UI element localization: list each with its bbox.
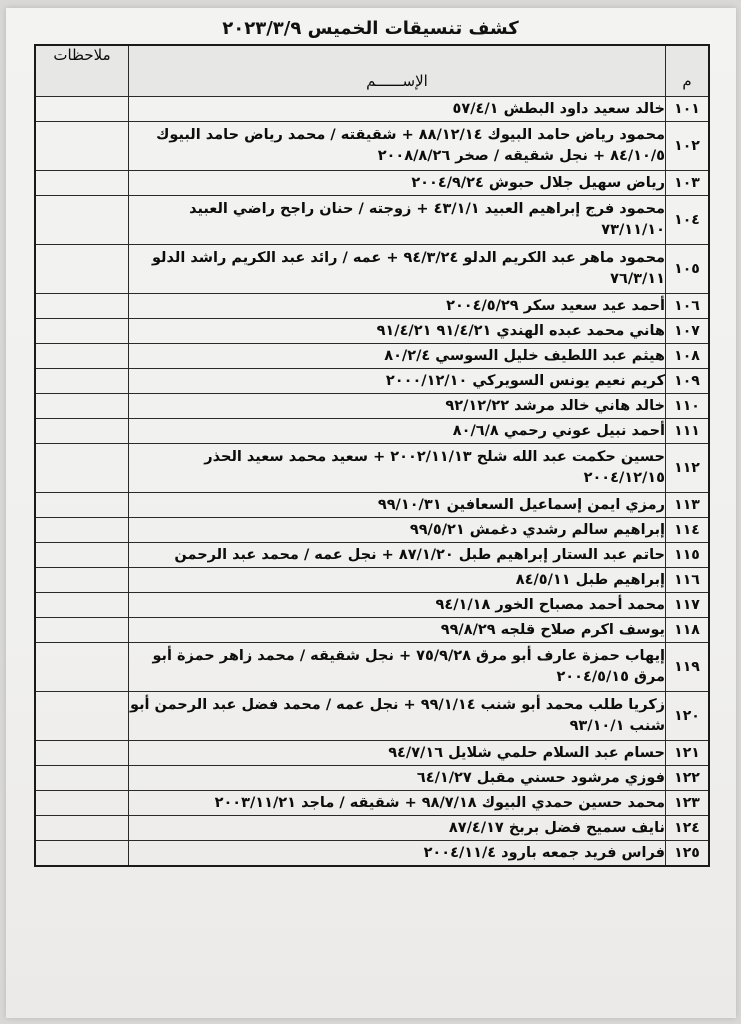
row-name: كريم نعيم يونس السويركي ٢٠٠٠/١٢/١٠ <box>129 369 666 394</box>
row-notes <box>35 419 129 444</box>
table-body <box>35 97 709 867</box>
row-name: حاتم عبد الستار إبراهيم طبل ٨٧/١/٢٠ + نجل عمه / محمد عبد الرحمن <box>129 543 666 568</box>
row-number: ١١٦ <box>666 568 710 593</box>
row-name: رمزي ايمن إسماعيل السعافين ٩٩/١٠/٣١ <box>129 493 666 518</box>
row-number: ١٠١ <box>666 97 710 122</box>
row-notes <box>35 493 129 518</box>
row-name: يوسف اكرم صلاح قلجه ٩٩/٨/٢٩ <box>129 618 666 643</box>
row-number: ١٢٥ <box>666 841 710 867</box>
table-row <box>35 245 709 294</box>
page-title: كشف تنسيقات الخميس ٢٠٢٣/٣/٩ <box>222 18 519 39</box>
table-row <box>35 444 709 493</box>
row-number: ١١٩ <box>666 643 710 692</box>
row-name: أحمد نبيل عوني رحمي ٨٠/٦/٨ <box>129 419 666 444</box>
row-notes <box>35 97 129 122</box>
row-name: محمد أحمد مصباح الخور ٩٤/١/١٨ <box>129 593 666 618</box>
row-name: إبراهيم طبل ٨٤/٥/١١ <box>129 568 666 593</box>
header-notes: ملاحظات <box>35 45 129 97</box>
row-number: ١١٥ <box>666 543 710 568</box>
row-notes <box>35 841 129 867</box>
table-row <box>35 692 709 741</box>
table-row <box>35 171 709 196</box>
row-name: نايف سميح فضل بربخ ٨٧/٤/١٧ <box>129 816 666 841</box>
table-row <box>35 766 709 791</box>
row-name: محمد حسين حمدي البيوك ٩٨/٧/١٨ + شقيقه / ماجد ٢٠٠٣/١١/٢١ <box>129 791 666 816</box>
row-number: ١٠٧ <box>666 319 710 344</box>
row-notes <box>35 444 129 493</box>
row-notes <box>35 643 129 692</box>
row-name: رياض سهيل جلال حبوش ٢٠٠٤/٩/٢٤ <box>129 171 666 196</box>
table-row <box>35 493 709 518</box>
row-notes <box>35 294 129 319</box>
row-name: محمود فرج إبراهيم العبيد ٤٣/١/١ + زوجته / حنان راجح راضي العبيد ٧٣/١١/١٠ <box>129 196 666 245</box>
row-number: ١٠٢ <box>666 122 710 171</box>
table-row <box>35 643 709 692</box>
row-notes <box>35 543 129 568</box>
table-row <box>35 791 709 816</box>
table-row <box>35 543 709 568</box>
row-notes <box>35 171 129 196</box>
row-number: ١٠٨ <box>666 344 710 369</box>
table-row <box>35 319 709 344</box>
table-row <box>35 196 709 245</box>
row-notes <box>35 766 129 791</box>
row-name: هاني محمد عبده الهندي ٩١/٤/٢١ ٩١/٤/٢١ <box>129 319 666 344</box>
names-table <box>34 44 710 867</box>
row-number: ١٢١ <box>666 741 710 766</box>
row-name: زكريا طلب محمد أبو شنب ٩٩/١/١٤ + نجل عمه / محمد فضل عبد الرحمن أبو شنب ٩٣/١٠/١ <box>129 692 666 741</box>
row-name: حسام عبد السلام حلمي شلايل ٩٤/٧/١٦ <box>129 741 666 766</box>
row-name: خالد هاني خالد مرشد ٩٢/١٢/٢٢ <box>129 394 666 419</box>
header-name: الإســــــم <box>129 45 666 97</box>
row-number: ١٢٣ <box>666 791 710 816</box>
row-name: حسين حكمت عبد الله شلح ٢٠٠٢/١١/١٣ + سعيد محمد سعيد الحذر ٢٠٠٤/١٢/١٥ <box>129 444 666 493</box>
row-notes <box>35 344 129 369</box>
header-number: م <box>666 45 710 97</box>
row-notes <box>35 568 129 593</box>
row-notes <box>35 245 129 294</box>
table-row <box>35 518 709 543</box>
row-number: ١١٠ <box>666 394 710 419</box>
row-number: ١٠٤ <box>666 196 710 245</box>
row-name: فراس فريد جمعه بارود ٢٠٠٤/١١/٤ <box>129 841 666 867</box>
row-name: خالد سعيد داود البطش ٥٧/٤/١ <box>129 97 666 122</box>
row-notes <box>35 816 129 841</box>
table-row <box>35 122 709 171</box>
row-number: ١٠٩ <box>666 369 710 394</box>
row-notes <box>35 593 129 618</box>
row-name: إبراهيم سالم رشدي دغمش ٩٩/٥/٢١ <box>129 518 666 543</box>
table-row <box>35 741 709 766</box>
row-number: ١١٤ <box>666 518 710 543</box>
row-name: محمود رياض حامد البيوك ٨٨/١٢/١٤ + شقيقته / محمد رياض حامد البيوك ٨٤/١٠/٥ + نجل شقيقه / صخر ٢٠٠٨/٨/٢٦ <box>129 122 666 171</box>
row-notes <box>35 618 129 643</box>
row-number: ١٢٢ <box>666 766 710 791</box>
row-name: إيهاب حمزة عارف أبو مرق ٧٥/٩/٢٨ + نجل شقيقه / محمد زاهر حمزة أبو مرق ٢٠٠٤/٥/١٥ <box>129 643 666 692</box>
table-row <box>35 344 709 369</box>
row-notes <box>35 741 129 766</box>
row-number: ١٠٥ <box>666 245 710 294</box>
row-number: ١٢٠ <box>666 692 710 741</box>
row-notes <box>35 369 129 394</box>
row-number: ١١٢ <box>666 444 710 493</box>
row-name: هيثم عبد اللطيف خليل السوسي ٨٠/٢/٤ <box>129 344 666 369</box>
table-row <box>35 419 709 444</box>
row-number: ١١٧ <box>666 593 710 618</box>
table-row <box>35 618 709 643</box>
row-notes <box>35 518 129 543</box>
row-notes <box>35 692 129 741</box>
row-number: ١١٣ <box>666 493 710 518</box>
table-row <box>35 369 709 394</box>
row-number: ١٠٦ <box>666 294 710 319</box>
table-row <box>35 97 709 122</box>
row-name: فوزي مرشود حسني مقبل ٦٤/١/٢٧ <box>129 766 666 791</box>
table-row <box>35 593 709 618</box>
row-number: ١١٨ <box>666 618 710 643</box>
table-header-row <box>35 45 709 97</box>
row-notes <box>35 319 129 344</box>
row-notes <box>35 791 129 816</box>
row-notes <box>35 394 129 419</box>
table-row <box>35 816 709 841</box>
row-number: ١٠٣ <box>666 171 710 196</box>
row-notes <box>35 122 129 171</box>
row-name: محمود ماهر عبد الكريم الدلو ٩٤/٣/٢٤ + عمه / رائد عبد الكريم راشد الدلو ٧٦/٣/١١ <box>129 245 666 294</box>
row-number: ١١١ <box>666 419 710 444</box>
table-row <box>35 568 709 593</box>
table-row <box>35 294 709 319</box>
row-number: ١٢٤ <box>666 816 710 841</box>
table-row <box>35 394 709 419</box>
table-row <box>35 841 709 867</box>
row-notes <box>35 196 129 245</box>
row-name: أحمد عيد سعيد سكر ٢٠٠٤/٥/٢٩ <box>129 294 666 319</box>
